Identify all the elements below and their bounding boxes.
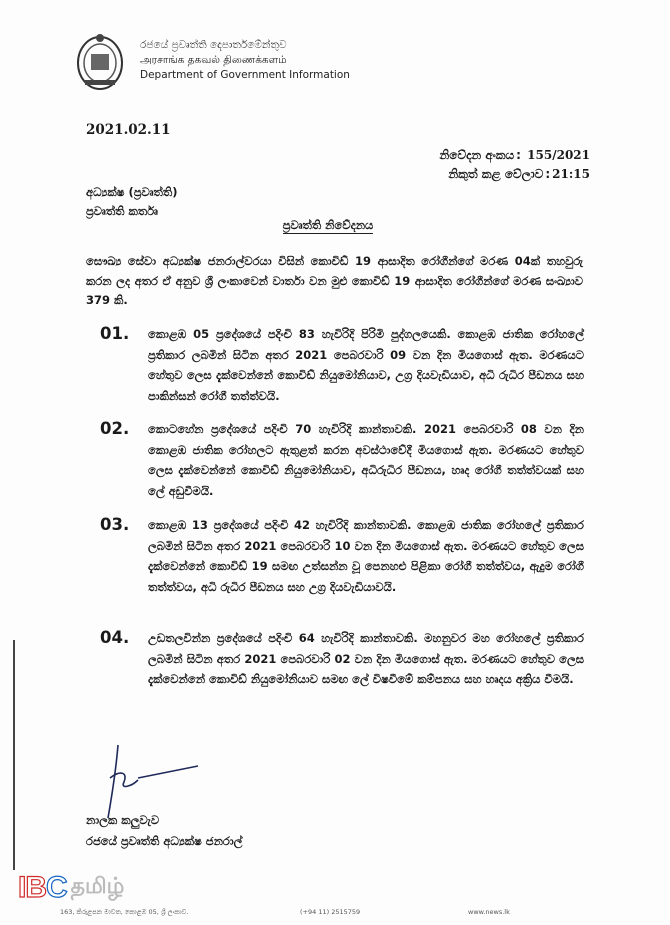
intro-paragraph: සෞඛ්‍ය සේවා අධ්‍යක්ෂ ජනරාල්වරයා විසින් කොවිඩ් 19 ආසාදිත රෝගීන්ගේ මරණ 04ක් තහවුරු කරන ලද අතර ඒ අනුව ශ්‍රී ලංකාවෙන් වාර්තා වන මුළු කොවිඩ් 19 ආසාදිත රෝගීන්ගේ මරණ සංඛ්‍යාව 379 කි. bbox=[86, 254, 583, 307]
footer-address: 163, කිරුළපන මාවත, කොළඹ 05, ශ්‍රී ලංකාව. bbox=[60, 908, 189, 916]
signatory-title: රජයේ ප්‍රවෘත්ති අධ්‍යක්ෂ ජනරාල් bbox=[86, 834, 243, 848]
addressee-line-1: අධ්‍යක්ෂ (ප්‍රවෘත්ති) bbox=[86, 185, 178, 199]
letterhead-english: Department of Government Information bbox=[140, 69, 350, 81]
death-case-item bbox=[100, 324, 584, 406]
ibc-tamil-watermark bbox=[18, 873, 124, 903]
footer-phone: (+94 11) 2515759 bbox=[300, 908, 361, 916]
item-number: 03. bbox=[100, 515, 130, 534]
scan-edge-line bbox=[13, 640, 15, 870]
release-date: 2021.02.11 bbox=[86, 122, 171, 138]
signatory-block bbox=[86, 810, 242, 852]
release-number-label: නිවේදන අංකය bbox=[439, 148, 515, 162]
ibc-logo-text: IBC bbox=[18, 871, 67, 904]
issue-time-label: නිකුත් කළ වේලාව bbox=[448, 167, 544, 181]
item-number: 04. bbox=[100, 628, 130, 647]
letterhead-sinhala: රජයේ ප්‍රවෘත්ති දෙපාර්තමේන්තුව bbox=[140, 39, 287, 51]
sri-lanka-emblem-icon bbox=[75, 30, 125, 92]
item-number: 02. bbox=[100, 419, 130, 438]
addressee-line-2: ප්‍රවෘත්ති කර්තෘ bbox=[86, 204, 158, 218]
footer-website: www.news.lk bbox=[468, 908, 510, 916]
issue-time-row: නිකුත් කළ වේලාව : 21:15 bbox=[448, 167, 590, 181]
document-title-text: ප්‍රවෘත්ති නිවේදනය bbox=[282, 218, 374, 232]
death-case-item bbox=[100, 515, 584, 597]
item-text: කොළඹ 13 ප්‍රදේශයේ පදිංචි 42 හැවිරිදි කාන්තාවකි. කොළඹ ජාතික රෝහලේ ප්‍රතිකාර ලබමින් සිටින අතර 2021 පෙබරවාරි 10 වන දින මියගොස් ඇත. මරණයට හේතුව ලෙස දැක්වෙන්නේ කොවිඩ් 19 සමඟ උත්සන්න වූ පෙනහළු පිළිකා රෝගී තත්ත්වය, ඇදුම රෝගී තත්ත්වය, අධි රුධිර පීඩනය සහ උග්‍ර දියවැඩියාවයි. bbox=[148, 518, 584, 594]
death-case-item bbox=[100, 628, 584, 690]
reference-block bbox=[440, 146, 590, 184]
signatory-name: නාලක කලුවැව bbox=[86, 813, 160, 827]
addressee-block bbox=[86, 183, 177, 221]
release-number-value: 155/2021 bbox=[527, 148, 590, 162]
release-number-row: නිවේදන අංකය : 155/2021 bbox=[439, 148, 590, 162]
item-text: කොළඹ 05 ප්‍රදේශයේ පදිංචි 83 හැවිරිදි පිරිමි පුද්ගලයෙකි. කොළඹ ජාතික රෝහලේ ප්‍රතිකාර ලබමින් සිටින අතර 2021 පෙබරවාරි 09 වන දින මියගොස් ඇත. මරණයට හේතුව ලෙස දැක්වෙන්නේ කොවිඩ් නියුමෝනියාව, උග්‍ර දියවැඩියාව, අධි රුධිර පීඩනය සහ පාකින්සන් රෝගී තත්ත්වයි. bbox=[148, 327, 584, 403]
letterhead-tamil: அரசாங்க தகவல் திணைக்களம் bbox=[140, 54, 287, 66]
handwritten-signature bbox=[98, 740, 228, 820]
item-text: කොටහේන ප්‍රදේශයේ පදිංචි 70 හැවිරිදි කාන්තාවකි. 2021 පෙබරවාරි 08 වන දින කොළඹ ජාතික රෝහලට ඇතුළත් කරන අවස්ථාවේදී මියගොස් ඇත. මරණයට හේතුව ලෙස දැක්වෙන්නේ කොවිඩ් නියුමෝනියාව, අධිරුධිර පීඩනය, හෘද රෝගී තත්ත්වයක් සහ ලේ අඩුවීමයි. bbox=[148, 422, 584, 498]
document-title bbox=[0, 218, 670, 233]
letterhead bbox=[140, 38, 350, 83]
ibc-tamil-text: தமிழ் bbox=[70, 874, 125, 899]
item-number: 01. bbox=[100, 324, 130, 343]
issue-time-value: 21:15 bbox=[552, 167, 590, 181]
item-text: උඩතලවින්න ප්‍රදේශයේ පදිංචි 64 හැවිරිදි කාන්තාවකි. මහනුවර මහ රෝහලේ ප්‍රතිකාර ලබමින් සිටින අතර 2021 පෙබරවාරි 02 වන දින මියගොස් ඇත. මරණයට හේතුව ලෙස දැක්වෙන්නේ කොවිඩ් නියුමෝනියාව සමඟ ලේ විෂවීමේ කම්පනය සහ හෘදය අක්‍රිය වීමයි. bbox=[148, 631, 584, 686]
death-case-item bbox=[100, 419, 584, 501]
